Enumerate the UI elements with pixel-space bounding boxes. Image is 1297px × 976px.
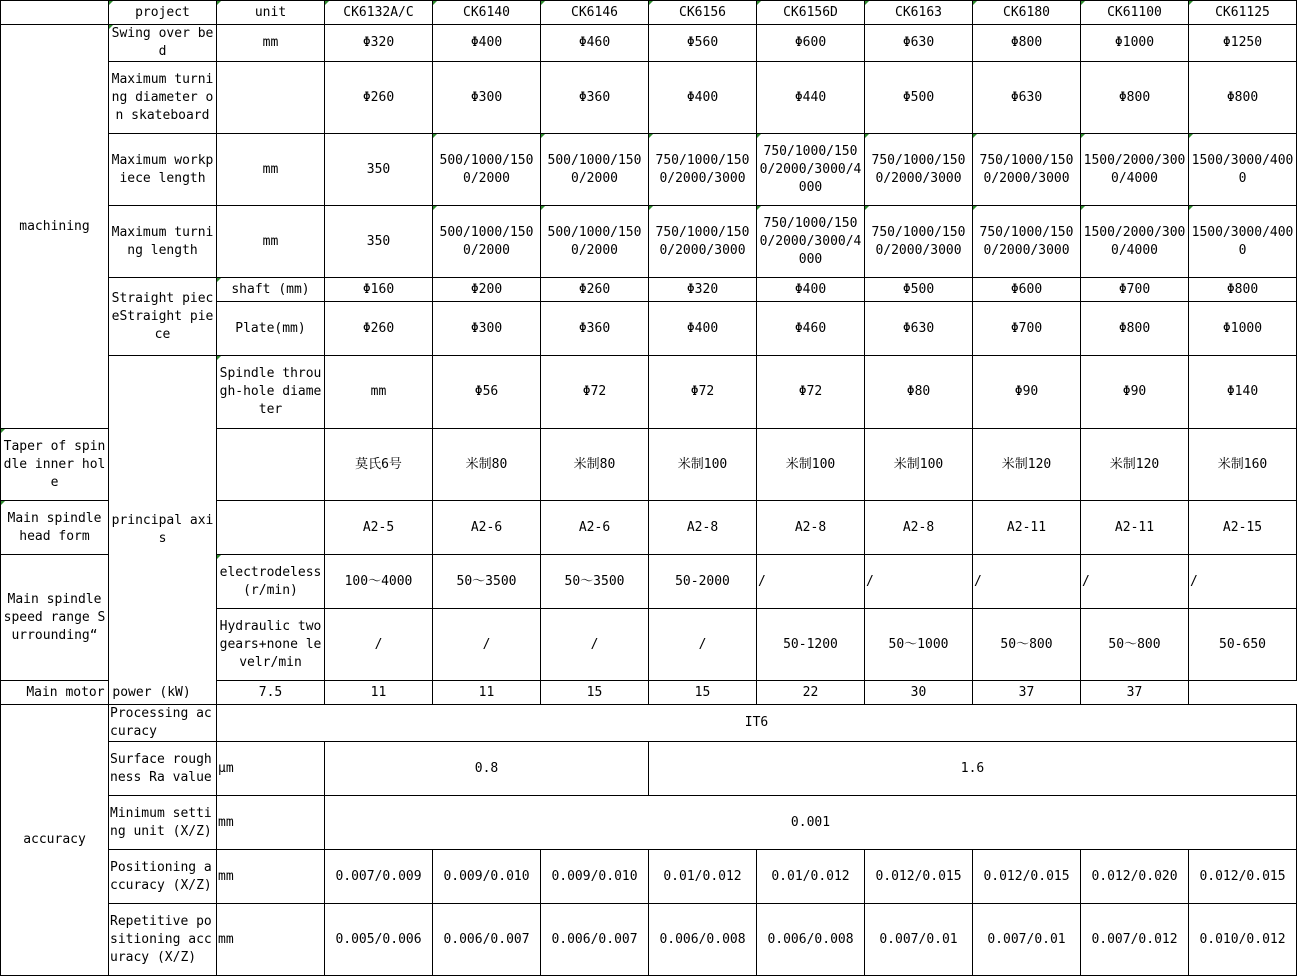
header-project: project [109,1,217,25]
unit-cell [217,62,325,134]
value-cell: 22 [757,681,865,705]
value-cell: 350 [325,206,433,278]
value-cell: A2-8 [865,501,973,555]
value-cell: Φ72 [757,356,865,429]
value-cell: 0.01/0.012 [757,850,865,904]
value-cell: 50～1000 [865,609,973,681]
value-cell: Φ260 [325,302,433,356]
header-model: CK6163 [865,1,973,25]
value-cell: 米制100 [649,429,757,501]
value-cell: 1.6 [649,742,1297,796]
value-cell: 0.009/0.010 [433,850,541,904]
value-cell: 0.010/0.012 [1189,904,1297,976]
row-label: Spindle through-hole diameter [217,356,325,429]
table-row [1,62,1297,134]
value-cell: 750/1000/1500/2000/3000 [973,206,1081,278]
header-model: CK61125 [1189,1,1297,25]
value-cell: 0.012/0.015 [1189,850,1297,904]
value-cell: 11 [433,681,541,705]
value-cell: Φ560 [649,25,757,62]
value-cell: 0.012/0.015 [865,850,973,904]
table-row [1,796,1297,850]
value-cell: Φ800 [1189,278,1297,302]
unit-cell: mm [217,25,325,62]
group-machining: machining [1,25,109,429]
value-cell: A2-5 [325,501,433,555]
header-model: CK6146 [541,1,649,25]
value-cell: 米制120 [973,429,1081,501]
value-cell: Φ90 [973,356,1081,429]
value-cell: Φ630 [973,62,1081,134]
unit-cell: μm [217,742,325,796]
value-cell: Φ800 [1081,62,1189,134]
unit-cell: Hydraulic two gears+none levelr/min [217,609,325,681]
header-model: CK61100 [1081,1,1189,25]
value-cell: / [541,609,649,681]
value-cell: Φ1250 [1189,25,1297,62]
value-cell: 50-1200 [757,609,865,681]
value-cell: 50～800 [1081,609,1189,681]
value-cell: Φ1000 [1189,302,1297,356]
value-cell: 1500/2000/3000/4000 [1081,206,1189,278]
value-cell: / [649,609,757,681]
table-row [1,206,1297,278]
value-cell: 50-2000 [649,555,757,609]
value-cell: Φ260 [325,62,433,134]
value-cell: Φ400 [757,278,865,302]
value-cell: Φ700 [973,302,1081,356]
value-cell: 米制160 [1189,429,1297,501]
value-cell: / [325,609,433,681]
value-cell: 15 [649,681,757,705]
value-cell: Φ630 [865,25,973,62]
value-cell: 750/1000/1500/2000/3000 [973,134,1081,206]
value-cell: 0.009/0.010 [541,850,649,904]
value-cell: Φ72 [541,356,649,429]
unit-cell: mm [325,356,433,429]
value-cell: 15 [541,681,649,705]
value-cell: Φ460 [541,25,649,62]
table-row [1,742,1297,796]
value-cell: 750/1000/1500/2000/3000 [649,134,757,206]
header-unit: unit [217,1,325,25]
value-cell: Φ320 [649,278,757,302]
value-cell: 0.007/0.012 [1081,904,1189,976]
value-cell: / [1189,555,1297,609]
unit-cell: mm [217,850,325,904]
table-row [1,850,1297,904]
value-cell: A2-6 [433,501,541,555]
value-cell: 750/1000/1500/2000/3000/4000 [757,134,865,206]
value-cell: 米制80 [433,429,541,501]
value-cell: / [1081,555,1189,609]
value-cell: 500/1000/1500/2000 [541,206,649,278]
row-label: Swing over bed [109,25,217,62]
group-principal-axis: principal axis [109,356,217,705]
value-cell: 50～3500 [541,555,649,609]
value-cell: 米制120 [1081,429,1189,501]
value-cell: Φ600 [757,25,865,62]
value-cell: Φ160 [325,278,433,302]
value-cell: Φ320 [325,25,433,62]
unit-cell: mm [217,796,325,850]
table-row [1,705,1297,742]
row-label: Straight pieceStraight piece [109,278,217,356]
header-row [1,1,1297,25]
group-accuracy: accuracy [1,705,109,976]
header-model: CK6180 [973,1,1081,25]
value-cell: Φ800 [973,25,1081,62]
value-cell: Φ400 [649,62,757,134]
table-row [1,25,1297,62]
value-cell: 1500/3000/4000 [1189,134,1297,206]
table-row [1,356,1297,429]
value-cell: 37 [973,681,1081,705]
value-cell: 750/1000/1500/2000/3000/4000 [757,206,865,278]
value-cell: Φ300 [433,302,541,356]
value-cell: 0.012/0.015 [973,850,1081,904]
unit-cell: mm [217,134,325,206]
value-cell: 0.006/0.007 [541,904,649,976]
header-blank [1,1,109,25]
value-cell: Φ260 [541,278,649,302]
value-cell: 0.01/0.012 [649,850,757,904]
header-model: CK6156D [757,1,865,25]
unit-cell: shaft (mm) [217,278,325,302]
header-model: CK6132A/C [325,1,433,25]
row-label: Main spindle head form [1,501,109,555]
value-cell: 0.007/0.01 [973,904,1081,976]
value-cell: Φ400 [433,25,541,62]
value-cell: 500/1000/1500/2000 [433,206,541,278]
value-cell: 米制100 [757,429,865,501]
table-row [1,134,1297,206]
row-label: Positioning accuracy (X/Z) [109,850,217,904]
row-label: Processing accuracy [109,705,217,742]
value-cell: Φ400 [649,302,757,356]
unit-cell: electrodeless (r/min) [217,555,325,609]
value-cell: Φ600 [973,278,1081,302]
value-cell: Φ1000 [1081,25,1189,62]
value-cell: Φ500 [865,62,973,134]
table-row [1,904,1297,976]
value-cell: Φ360 [541,302,649,356]
value-cell: 0.006/0.007 [433,904,541,976]
value-cell: Φ460 [757,302,865,356]
value-cell: / [973,555,1081,609]
value-cell: 0.005/0.006 [325,904,433,976]
value-cell: Φ200 [433,278,541,302]
value-cell: Φ700 [1081,278,1189,302]
value-cell: Φ800 [1081,302,1189,356]
value-cell: 米制80 [541,429,649,501]
value-cell: 0.006/0.008 [649,904,757,976]
value-cell: Φ360 [541,62,649,134]
value-cell: 0.007/0.01 [865,904,973,976]
value-cell: 500/1000/1500/2000 [433,134,541,206]
value-cell: 750/1000/1500/2000/3000 [865,134,973,206]
header-model: CK6140 [433,1,541,25]
header-model: CK6156 [649,1,757,25]
value-cell: Φ80 [865,356,973,429]
value-cell: 50-650 [1189,609,1297,681]
value-cell: A2-8 [649,501,757,555]
value-cell: Φ630 [865,302,973,356]
value-cell: / [433,609,541,681]
value-cell: A2-8 [757,501,865,555]
table-row [1,681,1297,705]
row-label: Taper of spindle inner hole [1,429,109,501]
row-label: Minimum setting unit (X/Z) [109,796,217,850]
value-cell: Φ440 [757,62,865,134]
value-cell: IT6 [217,705,1297,742]
value-cell: / [757,555,865,609]
value-cell: 37 [1081,681,1189,705]
row-label: Main spindle speed range Surrounding“ [1,555,109,681]
value-cell: 0.8 [325,742,649,796]
unit-cell [217,501,325,555]
value-cell: 30 [865,681,973,705]
row-label: Main motor power (kW) [1,681,217,705]
value-cell: Φ56 [433,356,541,429]
unit-cell [217,429,325,501]
value-cell: 50～3500 [433,555,541,609]
value-cell: 0.001 [325,796,1297,850]
value-cell: 750/1000/1500/2000/3000 [865,206,973,278]
value-cell: 0.012/0.020 [1081,850,1189,904]
value-cell: A2-15 [1189,501,1297,555]
value-cell: 米制100 [865,429,973,501]
value-cell: 50～800 [973,609,1081,681]
value-cell: Φ300 [433,62,541,134]
table-row [1,278,1297,302]
unit-cell: Plate(mm) [217,302,325,356]
value-cell: 1500/3000/4000 [1189,206,1297,278]
row-label: Surface roughness Ra value [109,742,217,796]
value-cell: 7.5 [217,681,325,705]
value-cell: 750/1000/1500/2000/3000 [649,206,757,278]
unit-cell: mm [217,904,325,976]
value-cell: A2-6 [541,501,649,555]
row-label: Maximum workpiece length [109,134,217,206]
value-cell: 11 [325,681,433,705]
value-cell: 0.006/0.008 [757,904,865,976]
value-cell: Φ500 [865,278,973,302]
unit-cell: mm [217,206,325,278]
value-cell: 0.007/0.009 [325,850,433,904]
value-cell: Φ90 [1081,356,1189,429]
value-cell: 1500/2000/3000/4000 [1081,134,1189,206]
value-cell: 莫氏6号 [325,429,433,501]
row-label: Repetitive positioning accuracy (X/Z) [109,904,217,976]
value-cell: / [865,555,973,609]
value-cell: 500/1000/1500/2000 [541,134,649,206]
value-cell: A2-11 [1081,501,1189,555]
value-cell: A2-11 [973,501,1081,555]
value-cell: 350 [325,134,433,206]
row-label: Maximum turning diameter on skateboard [109,62,217,134]
value-cell: Φ800 [1189,62,1297,134]
value-cell: Φ140 [1189,356,1297,429]
value-cell: 100～4000 [325,555,433,609]
row-label: Maximum turning length [109,206,217,278]
value-cell: Φ72 [649,356,757,429]
